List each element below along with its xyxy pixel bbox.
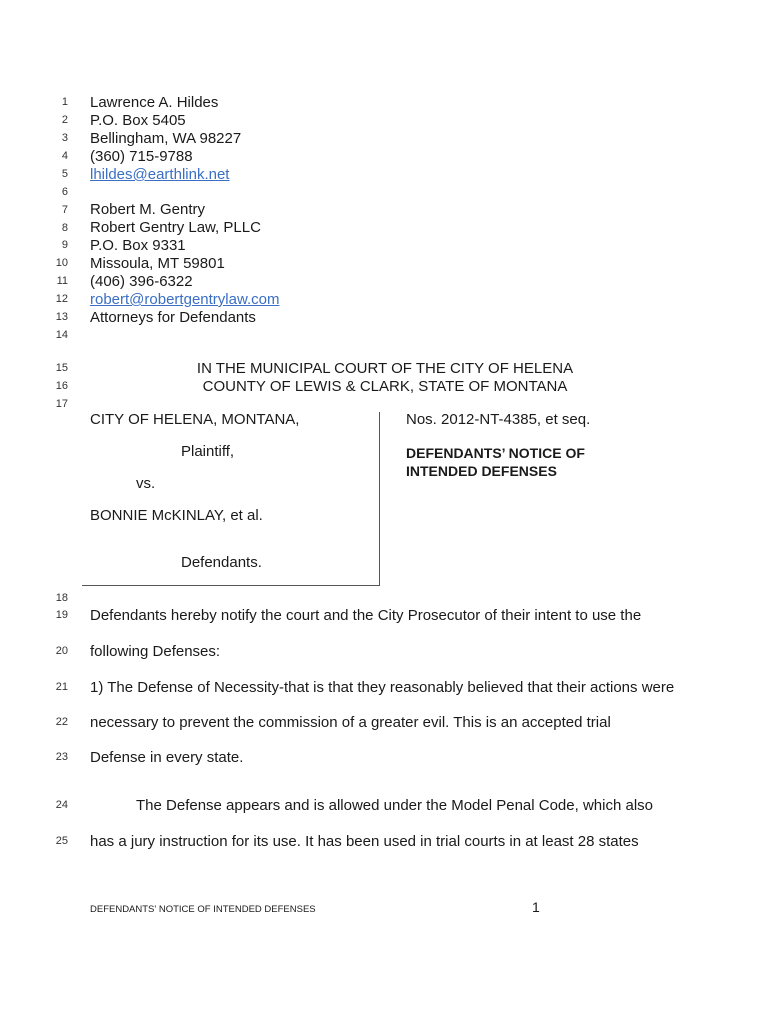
line-number: 19 bbox=[55, 609, 68, 621]
line-number: 7 bbox=[61, 204, 68, 216]
line-number: 1 bbox=[61, 96, 68, 108]
document-title-line-2: INTENDED DEFENSES bbox=[406, 463, 557, 479]
line-number: 15 bbox=[55, 362, 68, 374]
line-number: 4 bbox=[61, 150, 68, 162]
line-number: 12 bbox=[55, 293, 68, 305]
page-number: 1 bbox=[532, 899, 540, 915]
line-number: 10 bbox=[55, 257, 68, 269]
attorney-email-link[interactable]: robert@robertgentrylaw.com bbox=[90, 291, 280, 308]
line-number: 25 bbox=[55, 835, 68, 847]
line-number: 18 bbox=[55, 592, 68, 604]
attorney-city: Bellingham, WA 98227 bbox=[90, 130, 242, 147]
body-line: 1) The Defense of Necessity-that is that they reasonably believed that their actions were bbox=[90, 679, 675, 696]
line-number: 9 bbox=[61, 239, 68, 251]
line-number: 24 bbox=[55, 799, 68, 811]
versus-label: vs. bbox=[136, 475, 156, 492]
line-number: 20 bbox=[55, 645, 68, 657]
line-number: 21 bbox=[55, 681, 68, 693]
line-number: 14 bbox=[55, 329, 68, 341]
caption-divider-horizontal bbox=[82, 585, 380, 586]
body-line: Defense in every state. bbox=[90, 749, 244, 766]
caption-divider-vertical bbox=[379, 412, 380, 586]
line-number: 5 bbox=[61, 168, 68, 180]
attorney-firm: Robert Gentry Law, PLLC bbox=[90, 219, 261, 236]
attorney-role: Attorneys for Defendants bbox=[90, 309, 256, 326]
attorney-phone: (360) 715-9788 bbox=[90, 148, 193, 165]
line-number: 13 bbox=[55, 311, 68, 323]
attorney-name: Lawrence A. Hildes bbox=[90, 94, 219, 111]
line-number: 11 bbox=[56, 275, 68, 287]
attorney-email-link[interactable]: lhildes@earthlink.net bbox=[90, 166, 230, 183]
body-line: following Defenses: bbox=[90, 643, 221, 660]
defendant-label: Defendants. bbox=[181, 554, 262, 571]
plaintiff-label: Plaintiff, bbox=[181, 443, 235, 460]
case-number: Nos. 2012-NT-4385, et seq. bbox=[406, 411, 591, 428]
line-number: 3 bbox=[61, 132, 68, 144]
attorney-po-box: P.O. Box 9331 bbox=[90, 237, 186, 254]
body-line: Defendants hereby notify the court and the City Prosecutor of their intent to use the bbox=[90, 607, 642, 624]
line-number: 8 bbox=[61, 222, 68, 234]
document-title-line-1: DEFENDANTS’ NOTICE OF bbox=[406, 445, 585, 461]
body-line: has a jury instruction for its use. It has been used in trial courts in at least 28 states bbox=[90, 833, 639, 850]
attorney-phone: (406) 396-6322 bbox=[90, 273, 193, 290]
body-line: necessary to prevent the commission of a greater evil. This is an accepted trial bbox=[90, 714, 611, 731]
body-line: The Defense appears and is allowed under the Model Penal Code, which also bbox=[136, 797, 653, 814]
attorney-name: Robert M. Gentry bbox=[90, 201, 206, 218]
line-number: 17 bbox=[55, 398, 68, 410]
line-number: 23 bbox=[55, 751, 68, 763]
court-heading-line-2: COUNTY OF LEWIS & CLARK, STATE OF MONTANA bbox=[202, 378, 568, 395]
attorney-po-box: P.O. Box 5405 bbox=[90, 112, 186, 129]
line-number: 6 bbox=[61, 186, 68, 198]
line-number: 16 bbox=[55, 380, 68, 392]
plaintiff-name: CITY OF HELENA, MONTANA, bbox=[90, 411, 300, 428]
line-number: 2 bbox=[61, 114, 68, 126]
line-number: 22 bbox=[55, 716, 68, 728]
defendant-name: BONNIE McKINLAY, et al. bbox=[90, 507, 263, 524]
attorney-city: Missoula, MT 59801 bbox=[90, 255, 225, 272]
footer-title: DEFENDANTS' NOTICE OF INTENDED DEFENSES bbox=[90, 904, 316, 915]
court-heading-line-1: IN THE MUNICIPAL COURT OF THE CITY OF HELENA bbox=[196, 360, 574, 377]
